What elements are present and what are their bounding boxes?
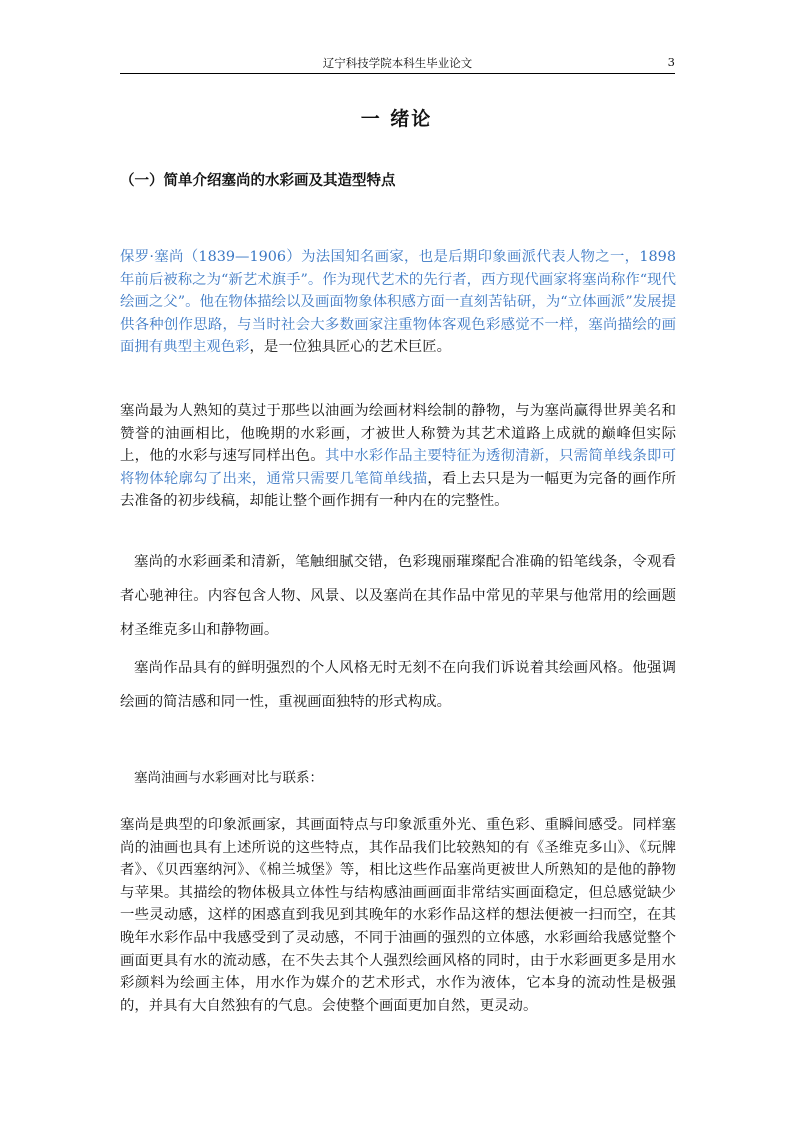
- paragraph-2-part-2: ，看上去只是为一幅更为完备的画作所去准备的初步线稿，却能让整个画作拥有一种内在的完整性。: [120, 470, 676, 510]
- paragraph-watercolor-features: 塞尚的水彩画柔和清新，笔触细腻交错，色彩瑰丽璀璨配合准确的铅笔线条，令观看者心驰神往。内容包含人物、风景、以及塞尚在其作品中常见的苹果与他常用的绘画题材圣维克多山和静物画。: [120, 554, 676, 638]
- paragraph-intro: [120, 246, 676, 359]
- header-school-name: 辽宁科技学院本科生毕业论文: [322, 56, 473, 70]
- paragraph-style: 塞尚作品具有的鲜明强烈的个人风格无时无刻不在向我们诉说着其绘画风格。他强调绘画的简洁感和同一性，重视画面独特的形式构成。: [120, 660, 676, 710]
- paragraph-2-part-1: 塞尚最为人熟知的莫过于那些以油画为绘画材料绘制的静物，与为塞尚赢得世界美名和赞誉的油画相比，他晚期的水彩画，才被世人称赞为其艺术道路上成就的巅峰但实际上，他的水彩与速写同样出色。: [120, 403, 676, 465]
- page-header: [120, 55, 675, 74]
- paragraph-comparison: 塞尚是典型的印象派画家，其画面特点与印象派重外光、重色彩、重瞬间感受。同样塞尚的油画也具有上述所说的这些特点，其作品我们比较熟知的有《圣维克多山》、《玩牌者》、《贝西塞纳河》、《棉兰城堡》等，相比这些作品塞尚更被世人所熟知的是他的静物与苹果。其描绘的物体极具立体性与结构感油画画面非常结实画面稳定，但总感觉缺少一些灵动感，这样的困惑直到我见到其晚年的水彩作品这样的想法便被一扫而空，在其晚年水彩作品中我感受到了灵动感，不同于油画的强烈的立体感，水彩画给我感觉整个画面更具有水的流动感，在不失去其个人强烈绘画风格的同时，由于水彩画更多是用水彩颜料为绘画主体，用水作为媒介的艺术形式，水作为液体，它本身的流动性是极强的，并具有大自然独有的气息。会使整个画面更加自然，更灵动。: [120, 817, 676, 1014]
- paragraph-intro-highlight: 保罗·塞尚（1839—1906）为法国知名画家，也是后期印象画派代表人物之一，1898年前后被称之为“新艺术旗手”。作为现代艺术的先行者，西方现代画家将塞尚称作“现代绘画之父”。他在物体描绘以及画面物象体积感方面一直刻苦钻研，为“立体画派”发展提供各种创作思路，与当时社会大多数画家注重物体客观色彩感觉不一样，塞尚描绘的画面拥有典型主观色彩: [120, 249, 676, 356]
- paragraph-intro-tail: ，是一位独具匠心的艺术巨匠。: [249, 339, 452, 356]
- chapter-title: 一 绪论: [360, 108, 433, 130]
- comparison-heading: 塞尚油画与水彩画对比与联系：: [134, 770, 323, 786]
- paragraph-oil-vs-watercolor: [120, 400, 676, 513]
- section-title: （一）简单介绍塞尚的水彩画及其造型特点: [120, 173, 396, 189]
- paragraph-2-highlight: 其中水彩作品主要特征为透彻清新，只需简单线条即可将物体轮廓勾了出来，通常只需要几笔简单线描: [120, 448, 676, 487]
- page-number: 3: [667, 55, 675, 69]
